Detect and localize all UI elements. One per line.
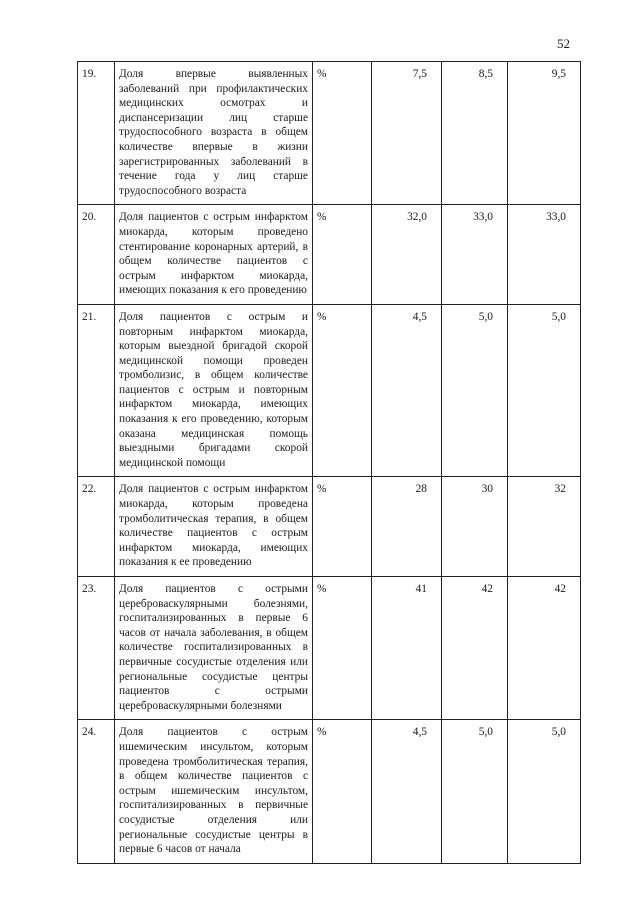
indicator-description: Доля пациентов с острыми цереброваскулярными болезнями, госпитализированных в первые 6 часов от начала заболевания, в общем количестве госпитализированных в первичные сосудистые отделения или региональные сосудистые центры пациентов с острыми цереброваскулярными болезнями <box>115 577 313 720</box>
value-year-3: 32 <box>508 477 581 577</box>
table-row <box>78 304 581 477</box>
unit-cell: % <box>313 720 372 863</box>
value-year-3: 42 <box>508 577 581 720</box>
row-number: 22. <box>78 477 115 577</box>
value-year-2: 5,0 <box>442 720 508 863</box>
value-year-2: 33,0 <box>442 205 508 305</box>
row-number: 24. <box>78 720 115 863</box>
table-row <box>78 477 581 577</box>
value-year-2: 5,0 <box>442 304 508 477</box>
unit-cell: % <box>313 62 372 205</box>
table-row <box>78 720 581 863</box>
value-year-3: 33,0 <box>508 205 581 305</box>
value-year-3: 9,5 <box>508 62 581 205</box>
table-row <box>78 62 581 205</box>
value-year-2: 30 <box>442 477 508 577</box>
value-year-1: 41 <box>372 577 442 720</box>
value-year-3: 5,0 <box>508 304 581 477</box>
indicator-description: Доля пациентов с острым инфарктом миокарда, которым проведена тромболитическая терапия, в общем количестве пациентов с острым инфарктом миокарда, имеющих показания к ее проведению <box>115 477 313 577</box>
row-number: 21. <box>78 304 115 477</box>
unit-cell: % <box>313 577 372 720</box>
value-year-1: 4,5 <box>372 304 442 477</box>
table-row <box>78 205 581 305</box>
page-number: 52 <box>557 36 570 51</box>
indicators-table <box>77 61 581 864</box>
indicator-description: Доля впервые выявленных заболеваний при профилактических медицинских осмотрах и диспансеризации лиц старше трудоспособного возраста в общем количестве впервые в жизни зарегистрированных заболеваний в течение года у лиц старше трудоспособного возраста <box>115 62 313 205</box>
unit-cell: % <box>313 477 372 577</box>
value-year-1: 7,5 <box>372 62 442 205</box>
value-year-1: 4,5 <box>372 720 442 863</box>
indicator-description: Доля пациентов с острым ишемическим инсультом, которым проведена тромболитическая терапия, в общем количестве пациентов с острым ишемическим инсультом, госпитализированных в первичные сосудистые отделения или региональные сосудистые центры в первые 6 часов от начала <box>115 720 313 863</box>
row-number: 20. <box>78 205 115 305</box>
unit-cell: % <box>313 304 372 477</box>
value-year-2: 8,5 <box>442 62 508 205</box>
unit-cell: % <box>313 205 372 305</box>
row-number: 19. <box>78 62 115 205</box>
value-year-1: 28 <box>372 477 442 577</box>
indicator-description: Доля пациентов с острым инфарктом миокарда, которым проведено стентирование коронарных артерий, в общем количестве пациентов с острым инфарктом миокарда, имеющих показания к его проведению <box>115 205 313 305</box>
indicator-description: Доля пациентов с острым и повторным инфарктом миокарда, которым выездной бригадой скорой медицинской помощи проведен тромболизис, в общем количестве пациентов с острым и повторным инфарктом миокарда, имеющих показания к его проведению, которым оказана медицинская помощь выездными бригадами скорой медицинской помощи <box>115 304 313 477</box>
row-number: 23. <box>78 577 115 720</box>
value-year-1: 32,0 <box>372 205 442 305</box>
value-year-3: 5,0 <box>508 720 581 863</box>
table-row <box>78 577 581 720</box>
value-year-2: 42 <box>442 577 508 720</box>
